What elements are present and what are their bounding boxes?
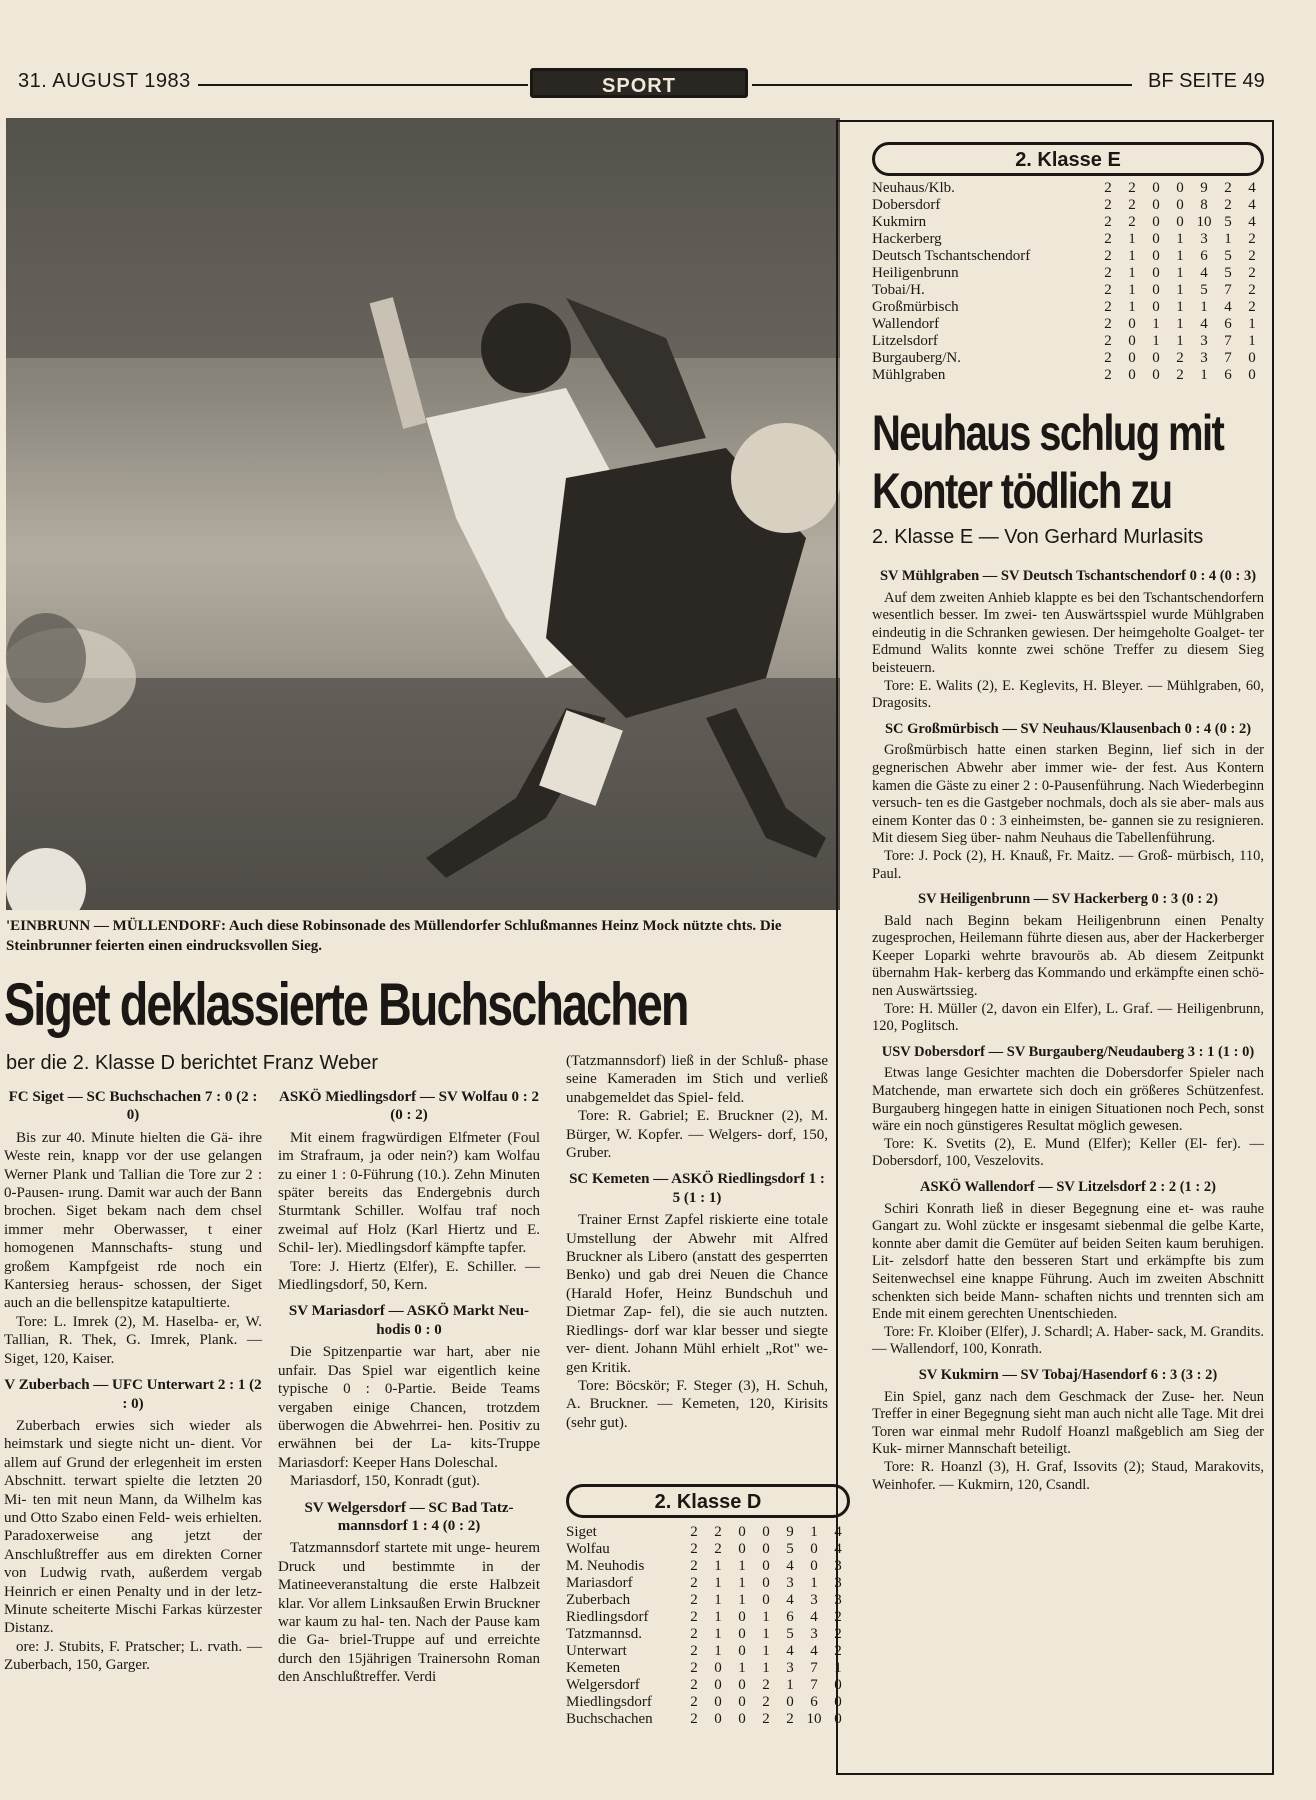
stat-cell: 1 [1176, 299, 1184, 315]
team-name: Wolfau [566, 1541, 610, 1557]
team-name: M. Neuhodis [566, 1558, 645, 1574]
stat-cell: 2 [714, 1541, 722, 1557]
stat-cell: 2 [1248, 248, 1256, 264]
report [4, 1088, 262, 1368]
match-heading: ASKÖ Wallendorf — SV Litzelsdorf 2 : 2 (1 : 2) [920, 1179, 1216, 1195]
team-name: Wallendorf [872, 316, 940, 332]
report-scorers: Tore: H. Müller (2, davon ein Elfer), L. Graf. — Heiligenbrunn, 120, Poglitsch. [872, 1000, 1264, 1035]
section-label: SPORT [530, 68, 748, 98]
stat-cell: 3 [786, 1575, 794, 1591]
stat-cell: 0 [1152, 265, 1160, 281]
stat-cell: 4 [1248, 180, 1256, 196]
stat-cell: 3 [1200, 231, 1208, 247]
report [566, 1052, 828, 1162]
standings-row [566, 1694, 850, 1711]
stat-cell: 2 [762, 1694, 770, 1710]
stat-cell: 1 [1176, 248, 1184, 264]
report [566, 1170, 828, 1432]
stat-cell: 5 [1224, 248, 1232, 264]
stat-cell: 2 [834, 1643, 842, 1659]
match-heading: SV Heiligenbrunn — SV Hackerberg 0 : 3 (0 : 2) [918, 891, 1218, 908]
standings-row [872, 248, 1264, 265]
stat-cell: 0 [1128, 367, 1136, 383]
stat-cell: 1 [810, 1524, 818, 1540]
report [4, 1376, 262, 1675]
stat-cell: 2 [1104, 197, 1112, 213]
report-scorers: Tore: L. Imrek (2), M. Haselba- er, W. Tallian, R. Thek, G. Imrek, Plank. — Siget, 120, Kaiser. [4, 1313, 262, 1367]
stat-cell: 2 [1104, 231, 1112, 247]
stat-cell: 1 [714, 1558, 722, 1574]
stat-cell: 9 [786, 1524, 794, 1540]
stat-cell: 0 [738, 1609, 746, 1625]
standings-row [566, 1660, 850, 1677]
stat-cell: 0 [714, 1711, 722, 1727]
stat-cell: 0 [1248, 367, 1256, 383]
photo-illustration [6, 118, 840, 910]
stat-cell: 0 [762, 1541, 770, 1557]
standings-row [566, 1592, 850, 1609]
stat-cell: 0 [714, 1694, 722, 1710]
stat-cell: 2 [1248, 282, 1256, 298]
stat-cell: 0 [1152, 197, 1160, 213]
standings-row [872, 231, 1264, 248]
stat-cell: 1 [1224, 231, 1232, 247]
stat-cell: 4 [1200, 316, 1208, 332]
stat-cell: 4 [786, 1643, 794, 1659]
team-name: Deutsch Tschantschendorf [872, 248, 1031, 264]
stat-cell: 0 [738, 1524, 746, 1540]
stat-cell: 1 [1152, 333, 1160, 349]
match-heading: ASKÖ Miedlingsdorf — SV Wolfau 0 : 2 (0 : 2) [279, 1089, 539, 1124]
standings-row [566, 1609, 850, 1626]
standings-row [566, 1711, 850, 1728]
stat-cell: 1 [1128, 265, 1136, 281]
report-scorers: Tore: Fr. Kloiber (Elfer), J. Schardl; A. Haber- sack, M. Grandits. — Wallendorf, 100, Konrath. [872, 1323, 1264, 1358]
stat-cell: 0 [1152, 214, 1160, 230]
stat-cell: 2 [1128, 180, 1136, 196]
stat-cell: 0 [1176, 214, 1184, 230]
stat-cell: 3 [834, 1575, 842, 1591]
standings-table [566, 1524, 850, 1728]
stat-cell: 4 [1248, 214, 1256, 230]
stat-cell: 1 [762, 1660, 770, 1676]
stat-cell: 1 [714, 1592, 722, 1608]
headline-line: Konter tödlich zu [872, 463, 1172, 519]
team-name: Litzelsdorf [872, 333, 938, 349]
stat-cell: 0 [1152, 299, 1160, 315]
stat-cell: 0 [834, 1677, 842, 1693]
stat-cell: 5 [1224, 214, 1232, 230]
stat-cell: 0 [786, 1694, 794, 1710]
stat-cell: 2 [1248, 265, 1256, 281]
report-text: Etwas lange Gesichter machten die Dobersdorfer Spieler nach Matchende, man erwartete sich doch ein größeres Schützenfest. Burgauberg hingegen hatte in einigen Situationen noch Pech, sonst wäre ein noch günstigeres Resultat möglich gewesen. [872, 1065, 1264, 1135]
stat-cell: 0 [738, 1711, 746, 1727]
report-text: Ein Spiel, ganz nach dem Geschmack der Zuse- her. Neun Treffer in einer Begegnung sieht man auch nicht alle Tage. Mit drei Toren war einmal mehr Rudolf Hoanzl maßgeblich am Sieg der Kuk- mirner Mannschaft beteiligt. [872, 1388, 1264, 1458]
team-name: Mariasdorf [566, 1575, 633, 1591]
stat-cell: 0 [1152, 367, 1160, 383]
stat-cell: 2 [690, 1711, 698, 1727]
stat-cell: 1 [762, 1609, 770, 1625]
stat-cell: 1 [1176, 316, 1184, 332]
standings-row [566, 1575, 850, 1592]
stat-cell: 3 [834, 1592, 842, 1608]
match-heading: FC Siget — SC Buchschachen 7 : 0 (2 : 0) [8, 1089, 258, 1124]
standings-row [566, 1626, 850, 1643]
stat-cell: 2 [1224, 197, 1232, 213]
stat-cell: 7 [1224, 350, 1232, 366]
stat-cell: 2 [1104, 214, 1112, 230]
stat-cell: 0 [810, 1541, 818, 1557]
stat-cell: 2 [690, 1609, 698, 1625]
stat-cell: 1 [786, 1677, 794, 1693]
stat-cell: 2 [834, 1626, 842, 1642]
team-name: Kemeten [566, 1660, 621, 1676]
stat-cell: 7 [1224, 282, 1232, 298]
stat-cell: 0 [834, 1711, 842, 1727]
stat-cell: 1 [1176, 282, 1184, 298]
team-name: Hackerberg [872, 231, 942, 247]
team-name: Burgauberg/N. [872, 350, 962, 366]
stat-cell: 5 [1200, 282, 1208, 298]
report [872, 1367, 1264, 1494]
standings-row [566, 1524, 850, 1541]
stat-cell: 6 [1200, 248, 1208, 264]
report-text: Zuberbach erwies sich wieder als heimstark und siegte nicht un- dient. Vor allem auf Grund der erlegenheit im ersten Abschnitt. terwart spielte die letzten 20 Mi- ten mit neun Mann, da Wilhelm kas und Otto Szabo einen Feld- weis erhielten. Paradoxerweise ang jetzt der Anschlußtreffer aus em direkten Corner von Ludwig rvath, außerdem vergab Heinrich er einen Penalty und in der letz- Minute scheiterte Mischi Farkas kürzester Distanz. [4, 1417, 262, 1637]
standings-row [872, 367, 1264, 384]
team-name: Welgersdorf [566, 1677, 640, 1693]
stat-cell: 0 [1128, 316, 1136, 332]
report-scorers: Tore: R. Gabriel; E. Bruckner (2), M. Bürger, W. Kopfer. — Welgers- dorf, 150, Gruber. [566, 1108, 828, 1162]
headline-line: Neuhaus schlug mit [872, 405, 1224, 461]
article-column-2 [278, 1080, 540, 1687]
stat-cell: 9 [1200, 180, 1208, 196]
standings-row [872, 197, 1264, 214]
team-name: Miedlingsdorf [566, 1694, 652, 1710]
stat-cell: 3 [786, 1660, 794, 1676]
match-heading: SC Großmürbisch — SV Neuhaus/Klausenbach 0 : 4 (0 : 2) [884, 720, 1252, 737]
stat-cell: 6 [786, 1609, 794, 1625]
stat-cell: 2 [1104, 265, 1112, 281]
stat-cell: 1 [738, 1575, 746, 1591]
stat-cell: 1 [1176, 265, 1184, 281]
stat-cell: 2 [1248, 231, 1256, 247]
stat-cell: 5 [786, 1626, 794, 1642]
stat-cell: 2 [1176, 367, 1184, 383]
standings-row [566, 1643, 850, 1660]
match-heading: SV Mühlgraben — SV Deutsch Tschantschendorf 0 : 4 (0 : 3) [879, 568, 1257, 584]
report [872, 891, 1264, 1036]
stat-cell: 1 [714, 1626, 722, 1642]
headline-right [872, 404, 1224, 520]
stat-cell: 1 [1128, 282, 1136, 298]
stat-cell: 1 [1176, 231, 1184, 247]
stat-cell: 0 [834, 1694, 842, 1710]
team-name: Kukmirn [872, 214, 927, 230]
report [278, 1302, 540, 1490]
team-name: Dobersdorf [872, 197, 941, 213]
stat-cell: 2 [1128, 197, 1136, 213]
standings-row [566, 1677, 850, 1694]
stat-cell: 0 [1152, 350, 1160, 366]
stat-cell: 2 [690, 1626, 698, 1642]
report-text: Auf dem zweiten Anhieb klappte es bei den Tschantschendorfern wesentlich besser. Im zwei- ten Auswärtsspiel wurde Mühlgraben eindeutig in die Schranken gewiesen. Der heimgeholte Goalget- ter Edmund Walits konnte zwei schöne Treffer zu diesem Sieg beisteuern. [872, 589, 1264, 676]
stat-cell: 0 [738, 1541, 746, 1557]
stat-cell: 6 [810, 1694, 818, 1710]
stat-cell: 0 [1128, 333, 1136, 349]
report [872, 568, 1264, 713]
byline-left: ber die 2. Klasse D berichtet Franz Weber [6, 1052, 379, 1074]
stat-cell: 2 [690, 1643, 698, 1659]
match-heading: SV Kukmirn — SV Tobaj/Hasendorf 6 : 3 (3 : 2) [918, 1366, 1218, 1383]
stat-cell: 0 [810, 1558, 818, 1574]
stat-cell: 7 [1224, 333, 1232, 349]
stat-cell: 1 [762, 1643, 770, 1659]
stat-cell: 4 [810, 1609, 818, 1625]
stat-cell: 0 [1128, 350, 1136, 366]
standings-row [872, 333, 1264, 350]
report-text: Schiri Konrath ließ in dieser Begegnung eine et- was rauhe Gangart zu. Wohl zückte er insgesamt siebenmal die gelbe Karte, konnte aber damit die Gemüter auf beiden Seiten kaum beruhigen. Lit- zelsdorf hatte den besseren Start und erkämpfte bis zum Seitenwechsel eine knappe Führung. Auch im zweiten Abschnitt schenkten sich beide Mann- schaften nichts und trennten sich am Ende mit einem gerechten Unentschieden. [872, 1200, 1264, 1323]
report-scorers: Tore: R. Hoanzl (3), H. Graf, Issovits (2); Staud, Marakovits, Weinhofer. — Kukmirn, 120, Csandl. [872, 1458, 1264, 1493]
report-text: Großmürbisch hatte einen starken Beginn, lief sich in der gegnerischen Abwehr aber immer wie- der fest. Aus Kontern kamen die Gäste zu einer 2 : 0-Pausenführung. Nach Wiederbeginn versuch- ten es die Gastgeber nochmals, doch als sie aber- mals aus einem Konter das 0 : 3 einheimsten, be- gannen sie zu resignieren. Mit diesem Sieg über- nahm Neuhaus die Tabellenführung. [872, 742, 1264, 847]
stat-cell: 6 [1224, 367, 1232, 383]
report [278, 1088, 540, 1294]
team-name: Mühlgraben [872, 367, 946, 383]
team-name: Tatzmannsd. [566, 1626, 643, 1642]
stat-cell: 2 [786, 1711, 794, 1727]
stat-cell: 3 [1200, 333, 1208, 349]
report-scorers: ore: J. Stubits, F. Pratscher; L. rvath. — Zuberbach, 150, Garger. [4, 1638, 262, 1674]
stat-cell: 2 [1248, 299, 1256, 315]
team-name: Großmürbisch [872, 299, 959, 315]
match-heading: SV Welgersdorf — SC Bad Tatz- mannsdorf 1 : 4 (0 : 2) [304, 1499, 514, 1534]
stat-cell: 2 [690, 1524, 698, 1540]
standings-row [872, 265, 1264, 282]
stat-cell: 0 [762, 1575, 770, 1591]
stat-cell: 0 [1176, 197, 1184, 213]
team-name: Neuhaus/Klb. [872, 180, 955, 196]
stat-cell: 4 [1224, 299, 1232, 315]
standings-table [872, 180, 1264, 384]
stat-cell: 0 [1176, 180, 1184, 196]
stat-cell: 2 [1104, 248, 1112, 264]
report-text: Mit einem fragwürdigen Elfmeter (Foul im Strafraum, ja oder nein?) kam Wolfau zu einer 1 : 0-Führung (10.). Zehn Minuten später bereits das Endergebnis durch Sturmtank Schiller. Wolfau traf noch zweimal auf Holz (Karl Hiertz und E. Schil- ler). Miedlingsdorf kämpfte tapfer. [278, 1129, 540, 1257]
team-name: Unterwart [566, 1643, 627, 1659]
stat-cell: 1 [1128, 299, 1136, 315]
team-name: Riedlingsdorf [566, 1609, 649, 1625]
stat-cell: 2 [762, 1711, 770, 1727]
report-scorers: Tore: J. Hiertz (Elfer), E. Schiller. — Miedlingsdorf, 50, Kern. [278, 1258, 540, 1294]
stat-cell: 1 [1152, 316, 1160, 332]
stat-cell: 2 [1128, 214, 1136, 230]
stat-cell: 2 [690, 1575, 698, 1591]
stat-cell: 1 [810, 1575, 818, 1591]
report-scorers: Tore: J. Pock (2), H. Knauß, Fr. Maitz. — Groß- mürbisch, 110, Paul. [872, 847, 1264, 882]
standings-row [872, 316, 1264, 333]
standings-klasse-d [566, 1484, 850, 1728]
stat-cell: 1 [1248, 316, 1256, 332]
stat-cell: 0 [762, 1524, 770, 1540]
stat-cell: 2 [1104, 316, 1112, 332]
byline-right: 2. Klasse E — Von Gerhard Murlasits [872, 526, 1204, 548]
stat-cell: 2 [1176, 350, 1184, 366]
stat-cell: 4 [786, 1558, 794, 1574]
report-scorers: Mariasdorf, 150, Konradt (gut). [290, 1473, 480, 1490]
issue-date: 31. AUGUST 1983 [18, 70, 191, 92]
standings-title: 2. Klasse D [566, 1484, 850, 1518]
stat-cell: 7 [810, 1660, 818, 1676]
stat-cell: 1 [1200, 367, 1208, 383]
stat-cell: 3 [810, 1592, 818, 1608]
stat-cell: 0 [1152, 180, 1160, 196]
stat-cell: 1 [714, 1643, 722, 1659]
stat-cell: 5 [786, 1541, 794, 1557]
header-rule-right [752, 84, 1132, 86]
stat-cell: 10 [806, 1711, 822, 1727]
stat-cell: 2 [762, 1677, 770, 1693]
stat-cell: 1 [834, 1660, 842, 1676]
header-rule-left [198, 84, 528, 86]
article-column-3 [566, 1052, 828, 1432]
stat-cell: 2 [834, 1609, 842, 1625]
stat-cell: 4 [834, 1524, 842, 1540]
stat-cell: 1 [738, 1660, 746, 1676]
stat-cell: 3 [834, 1558, 842, 1574]
stat-cell: 2 [690, 1558, 698, 1574]
right-reports [872, 560, 1264, 1494]
stat-cell: 7 [810, 1677, 818, 1693]
stat-cell: 2 [1104, 180, 1112, 196]
stat-cell: 0 [762, 1558, 770, 1574]
standings-row [566, 1558, 850, 1575]
standings-row [872, 299, 1264, 316]
stat-cell: 2 [690, 1677, 698, 1693]
stat-cell: 3 [810, 1626, 818, 1642]
standings-row [872, 282, 1264, 299]
stat-cell: 0 [738, 1677, 746, 1693]
stat-cell: 10 [1196, 214, 1212, 230]
stat-cell: 4 [1200, 265, 1208, 281]
stat-cell: 2 [690, 1694, 698, 1710]
stat-cell: 2 [1104, 282, 1112, 298]
match-photo [6, 118, 840, 910]
report [278, 1499, 540, 1687]
stat-cell: 1 [1176, 333, 1184, 349]
stat-cell: 8 [1200, 197, 1208, 213]
stat-cell: 2 [1104, 350, 1112, 366]
stat-cell: 6 [1224, 316, 1232, 332]
standings-row [566, 1541, 850, 1558]
stat-cell: 1 [1128, 231, 1136, 247]
team-name: Tobai/H. [872, 282, 925, 298]
stat-cell: 1 [1248, 333, 1256, 349]
stat-cell: 0 [738, 1643, 746, 1659]
match-heading: SC Kemeten — ASKÖ Riedlingsdorf 1 : 5 (1 : 1) [569, 1171, 825, 1206]
report-text: Tatzmannsdorf startete mit unge- heurem Druck und bestimmte in der Matineeveranstaltung die erste Halbzeit klar. Vor allem Linksaußen Erwin Bruckner war kaum zu hal- ten. Nach der Pause kam die Ga- briel-Truppe auf und erreichte durch den 15jährigen Trainersohn Roman den Anschlußtreffer. Verdi [278, 1540, 540, 1686]
headline-main: Siget deklassierte Buchschachen [4, 971, 688, 1038]
stat-cell: 2 [1104, 299, 1112, 315]
stat-cell: 4 [810, 1643, 818, 1659]
report-scorers: Tore: E. Walits (2), E. Keglevits, H. Bleyer. — Mühlgraben, 60, Dragosits. [872, 677, 1264, 712]
stat-cell: 1 [762, 1626, 770, 1642]
report-text: Die Spitzenpartie war hart, aber nie unfair. Das Spiel war eigentlich keine typische 0 : 0-Partie. Beide Teams vergaben einige Chancen, trotzdem überwogen die Abwehrrei- hen. Positiv zu erwähnen bei der La- kits-Truppe Mariasdorf: Keeper Hans Doleschal. [278, 1344, 540, 1471]
article-column-1 [4, 1080, 262, 1675]
stat-cell: 2 [1104, 333, 1112, 349]
stat-cell: 0 [738, 1626, 746, 1642]
stat-cell: 3 [1200, 350, 1208, 366]
report [872, 721, 1264, 883]
stat-cell: 2 [1104, 367, 1112, 383]
stat-cell: 4 [786, 1592, 794, 1608]
stat-cell: 0 [1152, 231, 1160, 247]
stat-cell: 2 [690, 1541, 698, 1557]
standings-row [872, 180, 1264, 197]
photo-caption: 'EINBRUNN — MÜLLENDORF: Auch diese Robinsonade des Müllendorfer Schlußmannes Heinz Mock nützte chts. Die Steinbrunner feierten einen eindrucksvollen Sieg. [6, 918, 782, 954]
match-heading: SV Mariasdorf — ASKÖ Markt Neu- hodis 0 : 0 [288, 1303, 530, 1338]
stat-cell: 5 [1224, 265, 1232, 281]
report-text: Bis zur 40. Minute hielten die Gä- ihre Weste rein, knapp vor der use gelangen Werner Plank und Tallian die Tore zur 2 : 0-Pausen- ırung. Damit war auch der Bann brochen. Siget bekam nach dem chsel immer mehr Oberwasser, t einer homogenen Mannschafts- stung und großem Kampfgeist rde noch ein Kantersieg heraus- schossen, der Siget auch an die bellenspitze katapultierte. [4, 1129, 262, 1312]
stat-cell: 2 [690, 1660, 698, 1676]
stat-cell: 1 [738, 1592, 746, 1608]
stat-cell: 1 [714, 1609, 722, 1625]
report-scorers: Tore: Böcskör; F. Steger (3), H. Schuh, A. Bruckner. — Kemeten, 120, Kirisits (sehr gut). [566, 1377, 828, 1431]
stat-cell: 0 [1152, 282, 1160, 298]
stat-cell: 2 [1224, 180, 1232, 196]
stat-cell: 0 [1152, 248, 1160, 264]
report-text: Trainer Ernst Zapfel riskierte eine totale Umstellung der Abwehr mit Alfred Bruckner als Libero (anstatt des gesperrten Benko) und gab drei Neuen die Chance (Harald Hofer, Heinz Bundschuh und Dietmar Zap- fel), die sie auch nutzten. Riedlings- dorf war klar besser und siegte ver- dient. Johann Mühl erhielt „Rot" we- gen Kritik. [566, 1212, 828, 1376]
stat-cell: 1 [1200, 299, 1208, 315]
team-name: Heiligenbrunn [872, 265, 959, 281]
team-name: Zuberbach [566, 1592, 631, 1608]
stat-cell: 0 [738, 1694, 746, 1710]
stat-cell: 1 [714, 1575, 722, 1591]
stat-cell: 0 [1248, 350, 1256, 366]
report-scorers: Tore: K. Svetits (2), E. Mund (Elfer); Keller (El- fer). — Dobersdorf, 100, Veszelovits. [872, 1135, 1264, 1170]
report-text: Bald nach Beginn bekam Heiligenbrunn einen Penalty zugesprochen, Heilemann führte diesen aus, aber der Hackerberger Keeper Loparki wehrte bravourös ab. Ab diesem Zeitpunkt übernahm Hak- kerberg das Kommando und erkämpfte einen schö- nen Auswärtssieg. [872, 912, 1264, 1000]
match-heading: V Zuberbach — UFC Unterwart 2 : 1 (2 : 0) [4, 1377, 262, 1412]
page-number: BF SEITE 49 [1148, 70, 1265, 92]
stat-cell: 0 [714, 1677, 722, 1693]
standings-row [872, 214, 1264, 231]
team-name: Buchschachen [566, 1711, 653, 1727]
stat-cell: 2 [714, 1524, 722, 1540]
stat-cell: 4 [834, 1541, 842, 1557]
stat-cell: 1 [738, 1558, 746, 1574]
stat-cell: 1 [1128, 248, 1136, 264]
standings-row [872, 350, 1264, 367]
report [872, 1044, 1264, 1171]
stat-cell: 2 [690, 1592, 698, 1608]
stat-cell: 0 [762, 1592, 770, 1608]
standings-klasse-e [872, 142, 1264, 384]
team-name: Siget [566, 1524, 597, 1540]
report [872, 1179, 1264, 1359]
report-text: (Tatzmannsdorf) ließ in der Schluß- phase seine Kameraden im Stich und verließ unabgemeldet das Spiel- feld. [566, 1053, 828, 1106]
stat-cell: 0 [714, 1660, 722, 1676]
standings-title: 2. Klasse E [872, 142, 1264, 176]
stat-cell: 4 [1248, 197, 1256, 213]
match-heading: USV Dobersdorf — SV Burgauberg/Neudauberg 3 : 1 (1 : 0) [881, 1043, 1255, 1060]
